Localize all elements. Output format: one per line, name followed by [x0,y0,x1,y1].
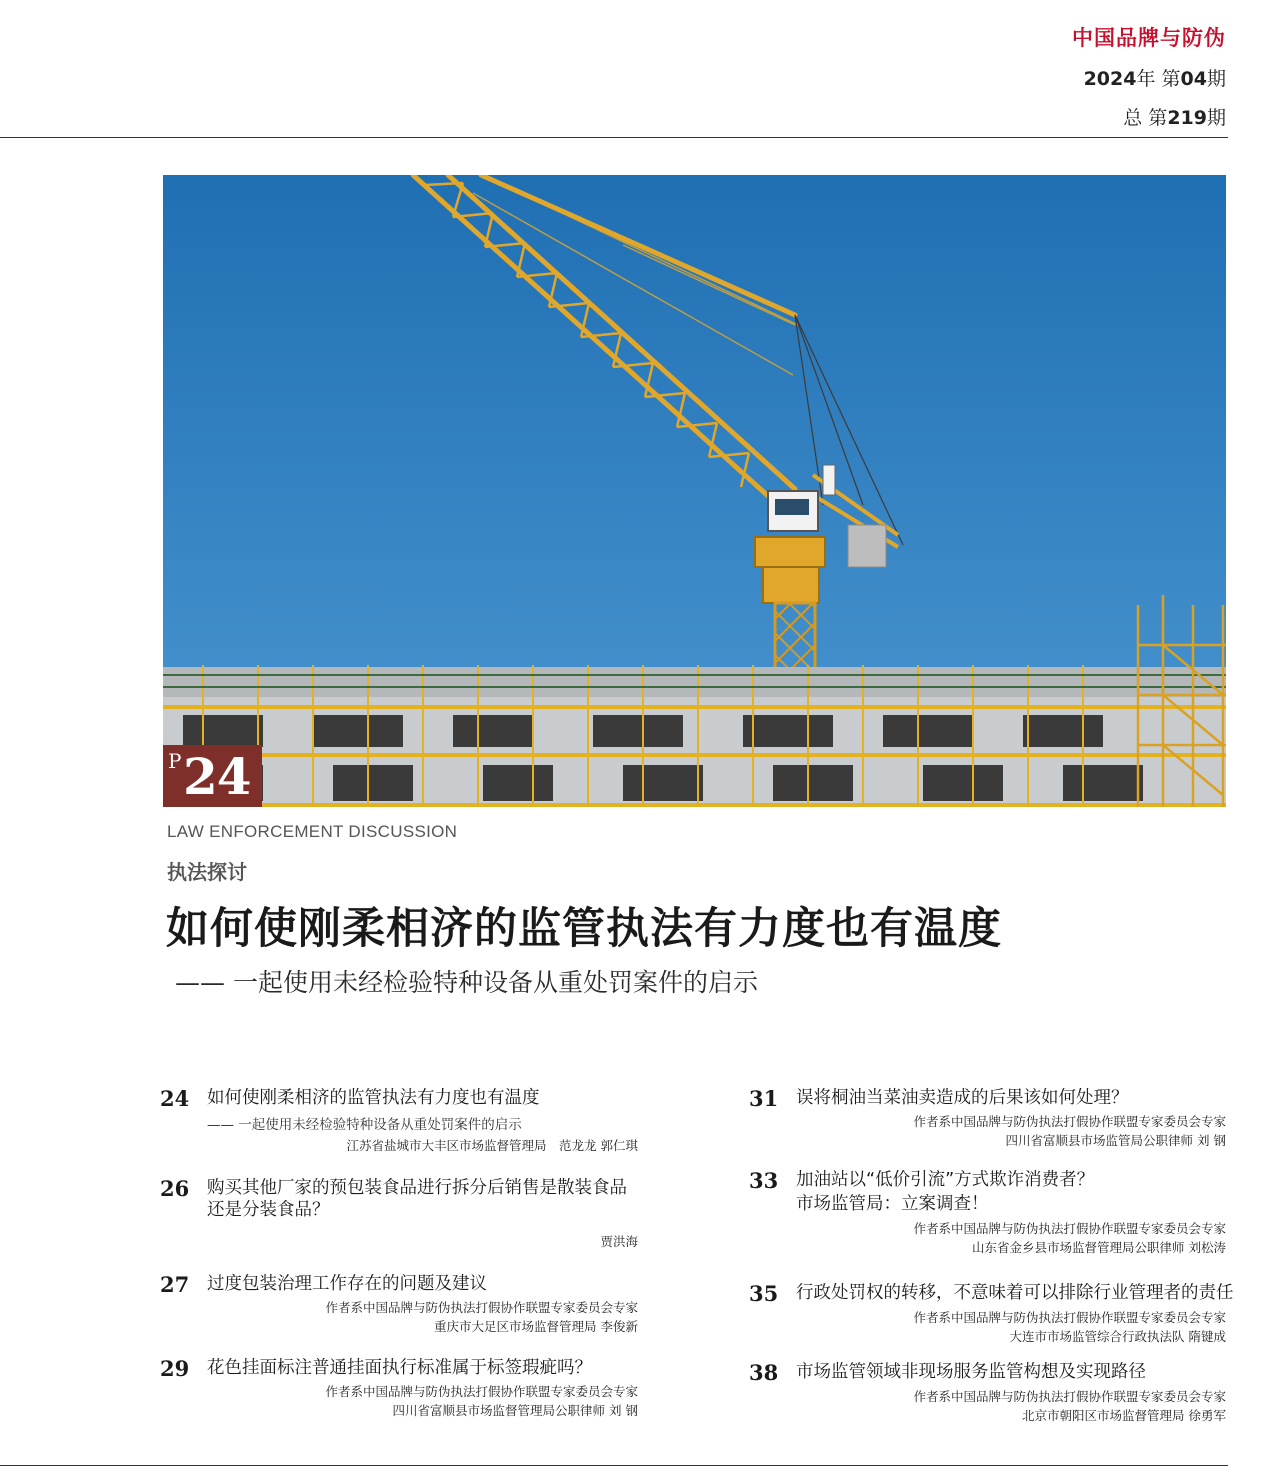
issue-year: 2024 [1083,68,1137,90]
toc-subtitle: —— 一起使用未经检验特种设备从重处罚案件的启示 [207,1117,522,1133]
total-prefix: 总 第 [1123,107,1168,129]
issue-info [1084,64,1226,91]
issue-suffix: 期 [1206,68,1226,90]
toc-author: 四川省富顺县市场监管局公职律师 刘 钢 [1005,1133,1226,1148]
toc-author-affiliation: 作者系中国品牌与防伪执法打假协作联盟专家委员会专家 [325,1300,638,1315]
footer-rule [0,1465,1228,1466]
toc-author: 贾洪海 [600,1234,638,1249]
total-number: 219 [1167,107,1207,129]
toc-entry[interactable] [749,1281,1234,1351]
toc-author: 北京市朝阳区市场监督管理局 徐勇军 [1022,1408,1226,1423]
toc-title-line2: 还是分装食品？ [207,1200,330,1220]
toc-title: 花色挂面标注普通挂面执行标准属于标签瑕疵吗？ [207,1358,592,1378]
magazine-brand: 中国品牌与防伪 [1072,26,1226,50]
toc-entry[interactable] [160,1356,638,1426]
toc-entry[interactable] [749,1086,1226,1156]
toc-title: 过度包装治理工作存在的问题及建议 [207,1274,487,1294]
toc-page-number: 31 [749,1086,779,1111]
toc-title: 行政处罚权的转移，不意味着可以排除行业管理者的责任 [796,1283,1234,1303]
toc-title: 误将桐油当菜油卖造成的后果该如何处理？ [796,1088,1129,1108]
toc-entry[interactable] [160,1272,638,1342]
toc-author: 山东省金乡县市场监督管理局公职律师 刘松涛 [972,1240,1226,1255]
toc-page-number: 27 [160,1272,190,1297]
toc-page-number: 33 [749,1168,779,1193]
toc-author: 重庆市大足区市场监督管理局 李俊新 [434,1319,638,1334]
toc-author: 四川省富顺县市场监督管理局公职律师 刘 钢 [392,1403,638,1418]
total-suffix: 期 [1206,107,1226,129]
toc-author: 大连市市场监管综合行政执法队 隋键成 [1009,1329,1226,1344]
toc-page-number: 24 [160,1086,190,1111]
page-badge-number: 24 [183,747,251,806]
header-rule [0,137,1228,138]
toc-title: 如何使刚柔相济的监管执法有力度也有温度 [207,1088,540,1108]
toc-entry[interactable] [160,1086,638,1156]
toc-author-affiliation: 作者系中国品牌与防伪执法打假协作联盟专家委员会专家 [913,1114,1226,1129]
toc-author-affiliation: 作者系中国品牌与防伪执法打假协作联盟专家委员会专家 [325,1384,638,1399]
toc-page-number: 29 [160,1356,190,1381]
toc-entry[interactable] [749,1360,1226,1430]
total-issue-info [1123,103,1226,130]
feature-subtitle: —— 一起使用未经检验特种设备从重处罚案件的启示 [175,968,758,997]
issue-number: 04 [1180,68,1207,90]
toc-title: 市场监管领域非现场服务监管构想及实现路径 [796,1362,1146,1382]
toc-title: 购买其他厂家的预包装食品进行拆分后销售是散装食品 [207,1178,627,1198]
toc-page-number: 35 [749,1281,779,1306]
toc-page-number: 26 [160,1176,190,1201]
toc-page-number: 38 [749,1360,779,1385]
feature-title: 如何使刚柔相济的监管执法有力度也有温度 [166,904,1002,954]
toc-author-affiliation: 作者系中国品牌与防伪执法打假协作联盟专家委员会专家 [913,1310,1226,1325]
toc-author: 江苏省盐城市大丰区市场监督管理局 范龙龙 郭仁琪 [346,1138,638,1153]
toc-entry[interactable] [160,1176,638,1249]
section-label-chinese: 执法探讨 [167,860,247,884]
toc-title-line2: 市场监管局：立案调查！ [796,1194,989,1214]
toc-author-affiliation: 作者系中国品牌与防伪执法打假协作联盟专家委员会专家 [913,1221,1226,1236]
page-badge-p: P [168,749,182,773]
toc-title: 加油站以“低价引流”方式欺诈消费者？ [796,1170,1095,1190]
page-number-badge [163,745,262,807]
issue-year-suffix: 年 [1136,68,1156,90]
hero-photo-crane [163,175,1226,807]
toc-entry[interactable] [749,1168,1226,1258]
section-label-english: LAW ENFORCEMENT DISCUSSION [167,822,458,841]
toc-author-affiliation: 作者系中国品牌与防伪执法打假协作联盟专家委员会专家 [913,1389,1226,1404]
issue-prefix: 第 [1161,68,1181,90]
